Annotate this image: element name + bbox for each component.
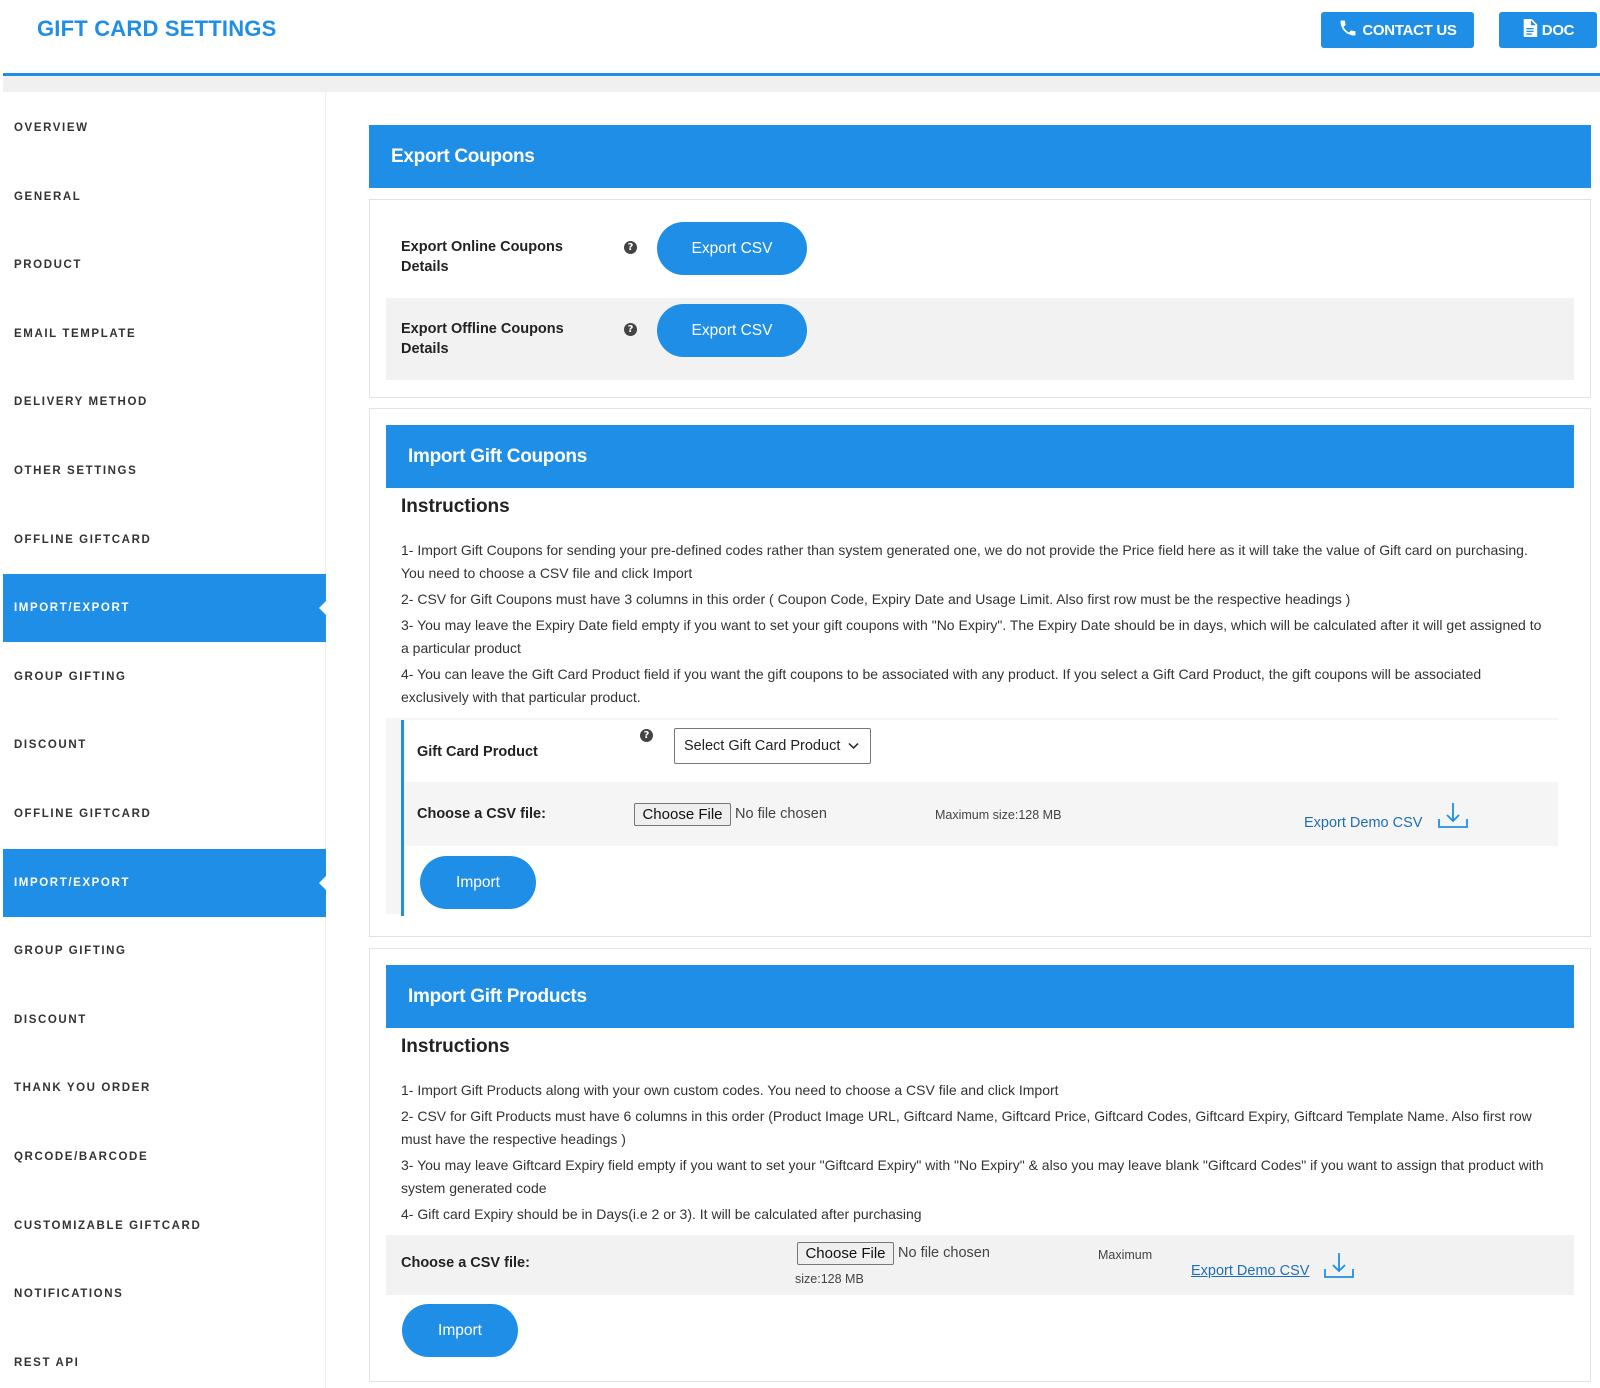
size-text: size:128 MB [795, 1272, 864, 1286]
gift-card-product-select-value: Select Gift Card Product [684, 738, 841, 754]
phone-icon [1338, 18, 1358, 42]
sidebar-item-import-export[interactable] [3, 574, 326, 642]
import-products-header [386, 965, 1574, 1028]
instructions-title: Instructions [401, 1036, 510, 1057]
sidebar-item-qrcode-barcode[interactable] [3, 1123, 326, 1191]
sidebar-item-notifications[interactable] [3, 1260, 326, 1328]
sidebar-item-label: REST API [14, 1356, 80, 1369]
sidebar-item-group-gifting[interactable] [3, 917, 326, 985]
sidebar-item-other-settings[interactable] [3, 437, 326, 505]
doc-button[interactable] [1499, 12, 1597, 48]
max-size-text: Maximum size:128 MB [935, 808, 1062, 822]
export-online-csv-button[interactable]: Export CSV [657, 222, 807, 275]
instruction-line: 1- Import Gift Products along with your own custom codes. You need to choose a CSV file and click Import [401, 1082, 1059, 1098]
sidebar-item-delivery-method[interactable] [3, 368, 326, 436]
sidebar-item-product[interactable] [3, 231, 326, 299]
export-offline-label-line1: Export Offline Coupons [401, 321, 564, 337]
import-coupons-header [386, 425, 1574, 488]
import-products-instructions [401, 1079, 1551, 1229]
sidebar-item-label: EMAIL TEMPLATE [14, 327, 137, 340]
help-icon[interactable]: ? [624, 323, 637, 336]
export-coupons-title: Export Coupons [391, 145, 535, 167]
sidebar-item-label: OFFLINE GIFTCARD [14, 808, 152, 820]
sidebar-item-label: OFFLINE GIFTCARD [14, 533, 152, 546]
contact-us-label: CONTACT US [1362, 21, 1457, 39]
export-online-label-line2: Details [401, 259, 449, 275]
choose-file-button[interactable]: Choose File [797, 1242, 894, 1265]
export-offline-label-line2: Details [401, 341, 449, 357]
chevron-down-icon [848, 738, 859, 754]
export-offline-label [401, 319, 564, 359]
page-title: GIFT CARD SETTINGS [37, 16, 277, 41]
instructions-title: Instructions [401, 496, 510, 517]
import-products-button[interactable]: Import [402, 1304, 518, 1357]
import-coupons-instructions [401, 539, 1551, 712]
sidebar-item-thank-you-order[interactable] [3, 1054, 326, 1122]
export-offline-row [386, 298, 1574, 380]
sidebar-item-label: DISCOUNT [14, 1013, 87, 1026]
sidebar-item-discount[interactable] [3, 711, 326, 779]
sidebar-item-customizable-giftcard[interactable] [3, 1192, 326, 1260]
header-divider-band [3, 76, 1600, 92]
export-online-label [401, 237, 563, 277]
instruction-line: 1- Import Gift Coupons for sending your pre-defined codes rather than system generated one, we do not provide the Price field here as it will take the value of Gift card on purchasing. You need to choose a CSV file and click Import [401, 542, 1528, 581]
sidebar-item-label: THANK YOU ORDER [14, 1082, 151, 1095]
choose-csv-label: Choose a CSV file: [417, 806, 546, 822]
import-button-row [405, 846, 1558, 916]
sidebar [3, 92, 326, 1388]
export-demo-csv-link[interactable]: Export Demo CSV [1304, 815, 1423, 831]
sidebar-item-import-export[interactable] [3, 849, 326, 917]
sidebar-item-label: OTHER SETTINGS [14, 465, 138, 477]
sidebar-item-label: IMPORT/EXPORT [14, 602, 131, 615]
download-icon[interactable] [1437, 801, 1469, 836]
sidebar-item-label: PRODUCT [14, 259, 83, 272]
download-icon[interactable] [1323, 1251, 1355, 1286]
doc-label: DOC [1541, 21, 1575, 39]
sidebar-item-overview[interactable] [3, 94, 326, 162]
instruction-line: 3- You may leave Giftcard Expiry field empty if you want to set your "Giftcard Expiry" with "No Expiry" & also you may leave blank "Giftcard Codes" if you want to assign that product with system generated code [401, 1157, 1544, 1196]
sidebar-item-label: DELIVERY METHOD [14, 396, 148, 409]
import-products-title: Import Gift Products [408, 985, 587, 1007]
import-products-file-row [386, 1235, 1574, 1295]
sidebar-item-email-template[interactable] [3, 300, 326, 368]
sidebar-item-offline-giftcard[interactable] [3, 780, 326, 848]
export-online-label-line1: Export Online Coupons [401, 239, 563, 255]
instruction-line: 2- CSV for Gift Coupons must have 3 columns in this order ( Coupon Code, Expiry Date and Usage Limit. Also first row must be the respective headings ) [401, 591, 1351, 607]
sidebar-item-label: GENERAL [14, 190, 82, 203]
sidebar-item-label: QRCODE/BARCODE [14, 1151, 149, 1163]
sidebar-item-group-gifting[interactable] [3, 643, 326, 711]
sidebar-item-label: IMPORT/EXPORT [14, 876, 131, 889]
gift-card-product-row [405, 720, 1558, 782]
document-icon [1522, 19, 1538, 41]
no-file-chosen-text: No file chosen [898, 1245, 990, 1261]
sidebar-item-discount[interactable] [3, 986, 326, 1054]
help-icon[interactable]: ? [640, 729, 653, 742]
sidebar-item-offline-giftcard[interactable] [3, 506, 326, 574]
gift-card-product-label: Gift Card Product [417, 744, 538, 760]
sidebar-item-general[interactable] [3, 163, 326, 231]
import-coupons-title: Import Gift Coupons [408, 445, 587, 467]
instruction-line: 2- CSV for Gift Products must have 6 columns in this order (Product Image URL, Giftcard Name, Giftcard Price, Giftcard Codes, Giftcard Expiry, Giftcard Template Name. Also first row must have the respective headings ) [401, 1108, 1532, 1147]
instruction-line: 4- You can leave the Gift Card Product field if you want the gift coupons to be associated with any product. If you select a Gift Card Product, the gift coupons will be associated exclusively with that particular product. [401, 666, 1482, 705]
gift-card-product-select[interactable] [674, 728, 871, 764]
sidebar-item-rest-api[interactable] [3, 1329, 326, 1388]
sidebar-item-label: GROUP GIFTING [14, 945, 127, 958]
sidebar-item-label: OVERVIEW [14, 122, 89, 134]
no-file-chosen-text: No file chosen [735, 806, 827, 822]
choose-file-button[interactable]: Choose File [634, 803, 731, 826]
instruction-line: 4- Gift card Expiry should be in Days(i.e 2 or 3). It will be calculated after purchasing [401, 1206, 922, 1222]
form-accent-bar [401, 720, 404, 916]
sidebar-item-label: CUSTOMIZABLE GIFTCARD [14, 1219, 202, 1232]
import-coupons-button[interactable]: Import [420, 856, 536, 909]
top-header [3, 0, 1600, 76]
export-offline-csv-button[interactable]: Export CSV [657, 304, 807, 357]
maximum-text: Maximum [1098, 1248, 1153, 1262]
export-coupons-header [369, 125, 1591, 188]
sidebar-item-label: GROUP GIFTING [14, 670, 127, 683]
instruction-line: 3- You may leave the Expiry Date field empty if you want to set your gift coupons with "No Expiry". The Expiry Date should be in days, which will be calculated after it will get assigned to a particular product [401, 617, 1542, 656]
export-demo-csv-link[interactable]: Export Demo CSV [1191, 1263, 1310, 1279]
contact-us-button[interactable] [1321, 12, 1474, 48]
choose-csv-label: Choose a CSV file: [401, 1255, 530, 1271]
help-icon[interactable]: ? [624, 241, 637, 254]
sidebar-item-label: DISCOUNT [14, 739, 87, 752]
sidebar-item-label: NOTIFICATIONS [14, 1288, 124, 1301]
